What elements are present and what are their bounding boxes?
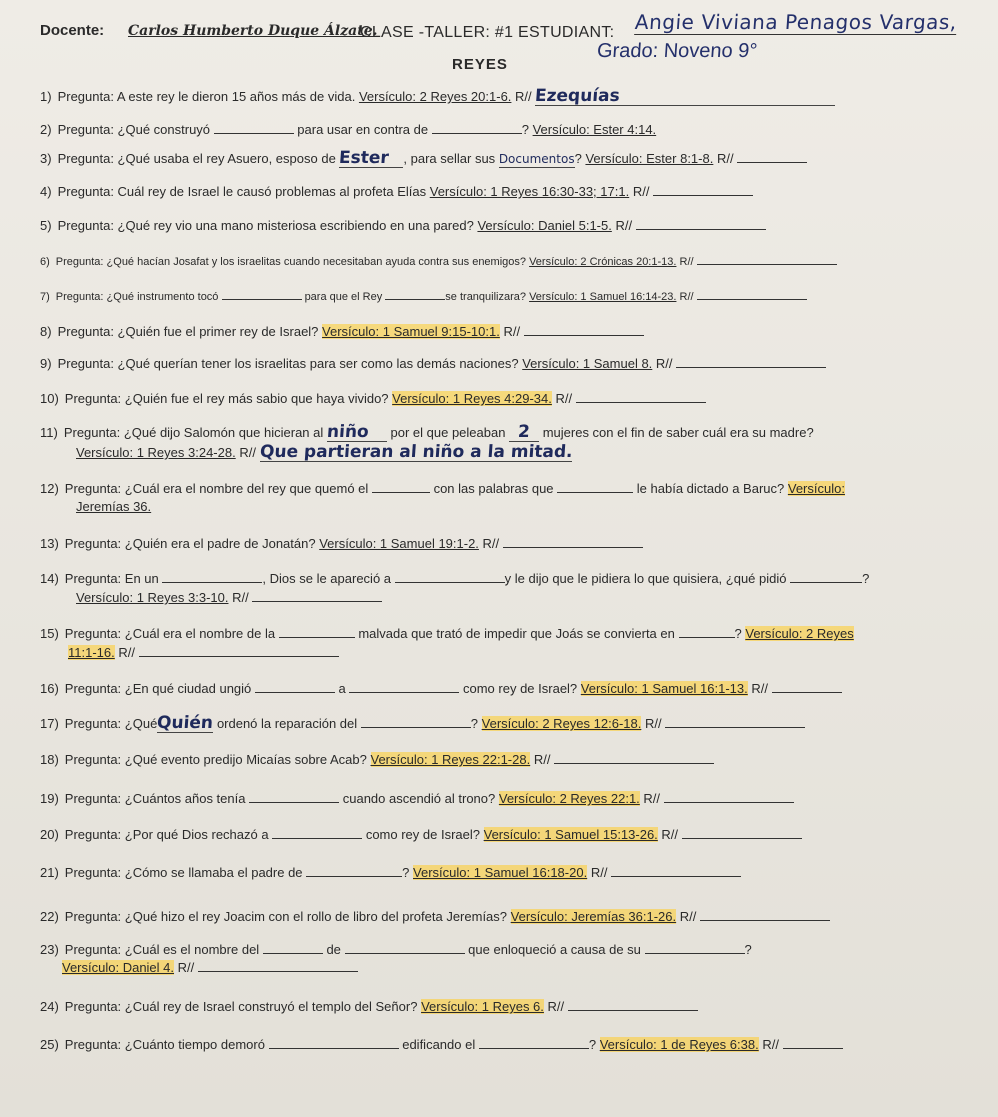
- answer-marker: R//: [177, 960, 195, 975]
- verse-reference: Versículo: 1 Reyes 6.: [421, 999, 544, 1014]
- verse-reference: Versículo: 2 Reyes: [745, 626, 854, 641]
- question-number: 17): [40, 716, 59, 731]
- verse-reference: Jeremías 36.: [76, 499, 152, 514]
- answer-line[interactable]: [568, 998, 698, 1011]
- question-20: [40, 826, 802, 843]
- verse-reference: Versículo: Ester 8:1-8.: [585, 151, 714, 166]
- question-text: Pregunta: ¿Cuántos años tenía: [64, 791, 246, 806]
- question-number: 3): [40, 151, 52, 166]
- question-text: Pregunta: ¿Qué usaba el rey Asuero, esposo de: [57, 151, 336, 166]
- question-text: Pregunta: ¿Cuánto tiempo demoró: [64, 1037, 265, 1052]
- question-number: 25): [40, 1037, 59, 1052]
- question-text: que enloqueció a causa de su: [468, 942, 641, 957]
- question-number: 20): [40, 827, 59, 842]
- question-15-verse-line: [68, 644, 339, 661]
- question-text: Pregunta: ¿Quién fue el rey más sabio que haya vivido?: [64, 391, 389, 406]
- question-3: [40, 150, 807, 168]
- verse-reference: Versículo: 1 Reyes 3:24-28.: [76, 445, 236, 460]
- blank-field[interactable]: [385, 287, 445, 300]
- blank-field[interactable]: [279, 625, 355, 638]
- answer-line[interactable]: [783, 1036, 843, 1049]
- question-11-verse-line: [76, 444, 572, 462]
- answer-line[interactable]: [665, 715, 805, 728]
- answer-marker: R//: [655, 356, 673, 371]
- question-text: y le dijo que le pidiera lo que quisiera, ¿qué pidió: [504, 571, 787, 586]
- question-12: [40, 480, 845, 497]
- question-21: [40, 864, 741, 881]
- question-text: Pregunta: ¿Qué hizo el rey Joacim con el rollo de libro del profeta Jeremías?: [64, 909, 508, 924]
- question-text: ?: [744, 942, 752, 957]
- question-number: 23): [40, 942, 59, 957]
- question-text: Pregunta: ¿Qué: [64, 716, 158, 731]
- question-number: 7): [40, 291, 50, 303]
- blank-field[interactable]: [395, 570, 505, 583]
- blank-field[interactable]: [679, 625, 735, 638]
- blank-field[interactable]: [557, 480, 633, 493]
- blank-field[interactable]: [157, 715, 213, 733]
- answer-marker: R//: [118, 645, 135, 660]
- question-text: ?: [574, 151, 582, 166]
- worksheet-header: [40, 10, 980, 90]
- question-7: [40, 287, 807, 305]
- verse-reference: 11:1-16.: [68, 645, 115, 660]
- answer-marker: R//: [533, 752, 551, 767]
- answer-marker: R//: [515, 89, 532, 104]
- question-24: [40, 998, 698, 1015]
- question-number: 13): [40, 536, 59, 551]
- question-text: Pregunta: A este rey le dieron 15 años más de vida.: [57, 89, 356, 104]
- answer-marker: R//: [679, 256, 694, 268]
- handwritten-answer: niño: [326, 422, 370, 442]
- answer-line[interactable]: [576, 390, 706, 403]
- question-text: Pregunta: ¿Cuál rey de Israel construyó el templo del Señor?: [64, 999, 418, 1014]
- question-text: Pregunta: ¿Quién era el padre de Jonatán?: [64, 536, 316, 551]
- blank-field[interactable]: [327, 424, 387, 442]
- question-text: Pregunta: ¿Quién fue el primer rey de Israel?: [57, 324, 319, 339]
- question-number: 19): [40, 791, 59, 806]
- question-text: Pregunta: ¿En qué ciudad ungió: [64, 681, 252, 696]
- answer-marker: R//: [644, 716, 662, 731]
- question-text: le había dictado a Baruc?: [636, 481, 785, 496]
- question-text: Pregunta: ¿Qué rey vio una mano misteriosa escribiendo en una pared?: [57, 218, 474, 233]
- blank-field[interactable]: [263, 941, 323, 954]
- question-text: ?: [470, 716, 479, 731]
- question-9: [40, 355, 826, 372]
- verse-reference: Versículo: 1 Reyes 16:30-33; 17:1.: [429, 184, 630, 199]
- subject-title: REYES: [452, 56, 508, 73]
- answer-line[interactable]: [611, 864, 741, 877]
- verse-reference: Versículo: Daniel 4.: [62, 960, 175, 975]
- answer-line[interactable]: [676, 355, 826, 368]
- class-title: CLASE -TALLER: #1 ESTUDIANT:: [360, 24, 615, 41]
- blank-field[interactable]: [345, 941, 465, 954]
- question-text: mujeres con el fin de saber cuál era su madre?: [542, 425, 814, 440]
- question-11: [40, 424, 814, 442]
- blank-field[interactable]: [255, 680, 335, 693]
- question-5: [40, 217, 766, 234]
- answer-marker: R//: [503, 324, 521, 339]
- answer-line[interactable]: [636, 217, 766, 230]
- question-16: [40, 680, 842, 697]
- question-text: , Dios se le apareció a: [262, 571, 392, 586]
- answer-line[interactable]: [700, 908, 830, 921]
- question-text: para que el Rey: [304, 291, 383, 303]
- blank-field[interactable]: [361, 715, 471, 728]
- question-number: 10): [40, 391, 59, 406]
- question-17: [40, 715, 805, 733]
- question-number: 1): [40, 89, 52, 104]
- question-text: se tranquilizara?: [445, 291, 527, 303]
- grade-handwritten: Grado: Noveno 9°: [596, 40, 759, 62]
- question-number: 22): [40, 909, 59, 924]
- question-14: [40, 570, 869, 587]
- verse-reference: Versículo: 1 Samuel 16:1-13.: [580, 681, 748, 696]
- question-text: malvada que trató de impedir que Joás se convierta en: [358, 626, 675, 641]
- verse-reference: Versículo: Ester 4:14.: [532, 122, 657, 137]
- question-number: 14): [40, 571, 59, 586]
- teacher-label: Docente:: [40, 22, 105, 39]
- blank-field[interactable]: [432, 121, 522, 134]
- question-10: [40, 390, 706, 407]
- handwritten-answer: 2: [517, 422, 531, 442]
- question-15: [40, 625, 854, 642]
- question-number: 8): [40, 324, 52, 339]
- answer-marker: R//: [716, 151, 734, 166]
- verse-reference: Versículo: 1 de Reyes 6:38.: [599, 1037, 759, 1052]
- question-number: 11): [40, 425, 58, 440]
- handwritten-answer: Documentos: [498, 152, 575, 166]
- question-text: a: [338, 681, 346, 696]
- question-2: [40, 121, 656, 138]
- question-text: Pregunta: ¿Qué evento predijo Micaías sobre Acab?: [64, 752, 367, 767]
- question-text: ordenó la reparación del: [216, 716, 358, 731]
- question-text: de: [326, 942, 341, 957]
- answer-line[interactable]: [503, 535, 643, 548]
- question-19: [40, 790, 794, 807]
- question-number: 2): [40, 122, 52, 137]
- verse-reference: Versículo: Daniel 5:1-5.: [477, 218, 612, 233]
- blank-field[interactable]: [306, 864, 402, 877]
- question-text: Pregunta: ¿Qué instrumento tocó: [55, 291, 219, 303]
- question-number: 6): [40, 256, 50, 268]
- teacher-name: Carlos Humberto Duque Álzate.: [128, 23, 378, 39]
- answer-line[interactable]: [198, 959, 358, 972]
- answer-line[interactable]: [554, 751, 714, 764]
- question-text: Pregunta: ¿Cuál es el nombre del: [64, 942, 260, 957]
- question-text: por el que peleaban: [390, 425, 506, 440]
- blank-field[interactable]: [222, 287, 302, 300]
- question-text: ?: [588, 1037, 597, 1052]
- question-number: 12): [40, 481, 59, 496]
- answer-marker: R//: [555, 391, 573, 406]
- question-1: [40, 88, 835, 106]
- answer-marker: R//: [547, 999, 565, 1014]
- answer-marker: R//: [762, 1037, 779, 1052]
- question-13: [40, 535, 643, 552]
- answer-line[interactable]: [664, 790, 794, 803]
- handwritten-answer: Quién: [156, 713, 215, 733]
- question-number: 16): [40, 681, 59, 696]
- answer-line[interactable]: [260, 444, 573, 462]
- question-number: 21): [40, 865, 59, 880]
- answer-marker: R//: [232, 590, 249, 605]
- question-text: ?: [402, 865, 410, 880]
- blank-field[interactable]: [269, 1036, 399, 1049]
- answer-line[interactable]: [772, 680, 842, 693]
- question-text: edificando el: [402, 1037, 476, 1052]
- answer-line[interactable]: [252, 589, 382, 602]
- question-number: 9): [40, 356, 52, 371]
- verse-reference: Versículo: 2 Reyes 20:1-6.: [358, 89, 512, 104]
- question-text: cuando ascendió al trono?: [342, 791, 496, 806]
- question-text: Pregunta: ¿Qué querían tener los israelitas para ser como las demás naciones?: [57, 356, 519, 371]
- blank-field[interactable]: [372, 480, 430, 493]
- verse-reference: Versículo: 1 Reyes 3:3-10.: [76, 590, 229, 605]
- answer-marker: R//: [679, 909, 697, 924]
- answer-line[interactable]: [697, 252, 837, 265]
- verse-reference: Versículo: 2 Reyes 22:1.: [498, 791, 640, 806]
- answer-line[interactable]: [139, 644, 339, 657]
- blank-field[interactable]: [162, 570, 262, 583]
- answer-marker: R//: [615, 218, 633, 233]
- question-number: 18): [40, 752, 59, 767]
- question-text: como rey de Israel?: [365, 827, 480, 842]
- question-number: 5): [40, 218, 52, 233]
- answer-marker: R//: [590, 865, 608, 880]
- student-name-handwritten: Angie Viviana Penagos Vargas,: [634, 10, 958, 34]
- question-text: ?: [521, 122, 529, 137]
- question-text: para usar en contra de: [297, 122, 429, 137]
- verse-reference: Versículo: 1 Samuel 16:18-20.: [413, 865, 588, 880]
- question-23-verse-line: [62, 959, 358, 976]
- question-text: Pregunta: ¿Qué hacían Josafat y los israelitas cuando necesitaban ayuda contra sus enemigos?: [55, 256, 527, 268]
- question-text: , para sellar sus: [403, 151, 496, 166]
- blank-field[interactable]: [272, 826, 362, 839]
- handwritten-answer: Que partieran al niño a la mitad.: [258, 442, 573, 462]
- question-12-verse-line: [76, 499, 151, 515]
- answer-marker: R//: [643, 791, 661, 806]
- verse-reference: Versículo: 1 Samuel 9:15-10:1.: [322, 324, 500, 339]
- question-text: Pregunta: ¿Qué construyó: [57, 122, 211, 137]
- handwritten-answer: Ezequías: [534, 86, 621, 106]
- blank-field[interactable]: [214, 121, 294, 134]
- blank-field[interactable]: [499, 151, 575, 168]
- question-number: 4): [40, 184, 52, 199]
- verse-reference: Versículo: 1 Samuel 19:1-2.: [319, 536, 479, 551]
- question-number: 15): [40, 626, 59, 641]
- handwritten-answer: Ester: [338, 148, 390, 168]
- verse-reference: Versículo: Jeremías 36:1-26.: [510, 909, 677, 924]
- question-25: [40, 1036, 843, 1053]
- blank-field[interactable]: [349, 680, 459, 693]
- answer-marker: R//: [482, 536, 500, 551]
- answer-marker: R//: [239, 445, 256, 460]
- question-4: [40, 183, 753, 200]
- verse-reference: Versículo: 1 Samuel 8.: [522, 356, 653, 371]
- answer-line[interactable]: [682, 826, 802, 839]
- verse-reference: Versículo: 1 Reyes 22:1-28.: [370, 752, 531, 767]
- verse-reference: Versículo: 1 Reyes 4:29-34.: [392, 391, 552, 406]
- question-number: 24): [40, 999, 59, 1014]
- verse-reference: Versículo:: [787, 481, 845, 496]
- blank-field[interactable]: [790, 570, 862, 583]
- blank-field[interactable]: [509, 424, 539, 442]
- blank-field[interactable]: [339, 150, 403, 168]
- question-text: Pregunta: ¿Por qué Dios rechazó a: [64, 827, 269, 842]
- question-18: [40, 751, 714, 768]
- answer-line[interactable]: [535, 88, 835, 106]
- answer-marker: R//: [661, 827, 679, 842]
- question-22: [40, 908, 830, 925]
- question-text: Pregunta: En un: [64, 571, 159, 586]
- answer-line[interactable]: [653, 183, 753, 196]
- blank-field[interactable]: [479, 1036, 589, 1049]
- answer-marker: R//: [632, 184, 650, 199]
- question-text: ?: [862, 571, 870, 586]
- question-text: con las palabras que: [433, 481, 554, 496]
- question-text: Pregunta: ¿Cómo se llamaba el padre de: [64, 865, 303, 880]
- question-text: como rey de Israel?: [463, 681, 578, 696]
- question-text: Pregunta: ¿Qué dijo Salomón que hicieran al: [63, 425, 324, 440]
- question-8: [40, 323, 644, 340]
- answer-line[interactable]: [697, 287, 807, 300]
- verse-reference: Versículo: 1 Samuel 16:14-23.: [529, 291, 677, 303]
- answer-line[interactable]: [524, 323, 644, 336]
- question-text: Pregunta: ¿Cuál era el nombre de la: [64, 626, 276, 641]
- blank-field[interactable]: [645, 941, 745, 954]
- verse-reference: Versículo: 1 Samuel 15:13-26.: [483, 827, 658, 842]
- question-23: [40, 941, 752, 958]
- verse-reference: Versículo: 2 Crónicas 20:1-13.: [529, 256, 677, 268]
- blank-field[interactable]: [249, 790, 339, 803]
- question-6: [40, 252, 837, 270]
- verse-reference: Versículo: 2 Reyes 12:6-18.: [481, 716, 642, 731]
- answer-line[interactable]: [737, 150, 807, 163]
- question-14-verse-line: [76, 589, 382, 606]
- question-text: Pregunta: Cuál rey de Israel le causó problemas al profeta Elías: [57, 184, 427, 199]
- question-text: Pregunta: ¿Cuál era el nombre del rey que quemó el: [64, 481, 369, 496]
- question-text: ?: [734, 626, 742, 641]
- answer-marker: R//: [751, 681, 768, 696]
- answer-marker: R//: [679, 291, 694, 303]
